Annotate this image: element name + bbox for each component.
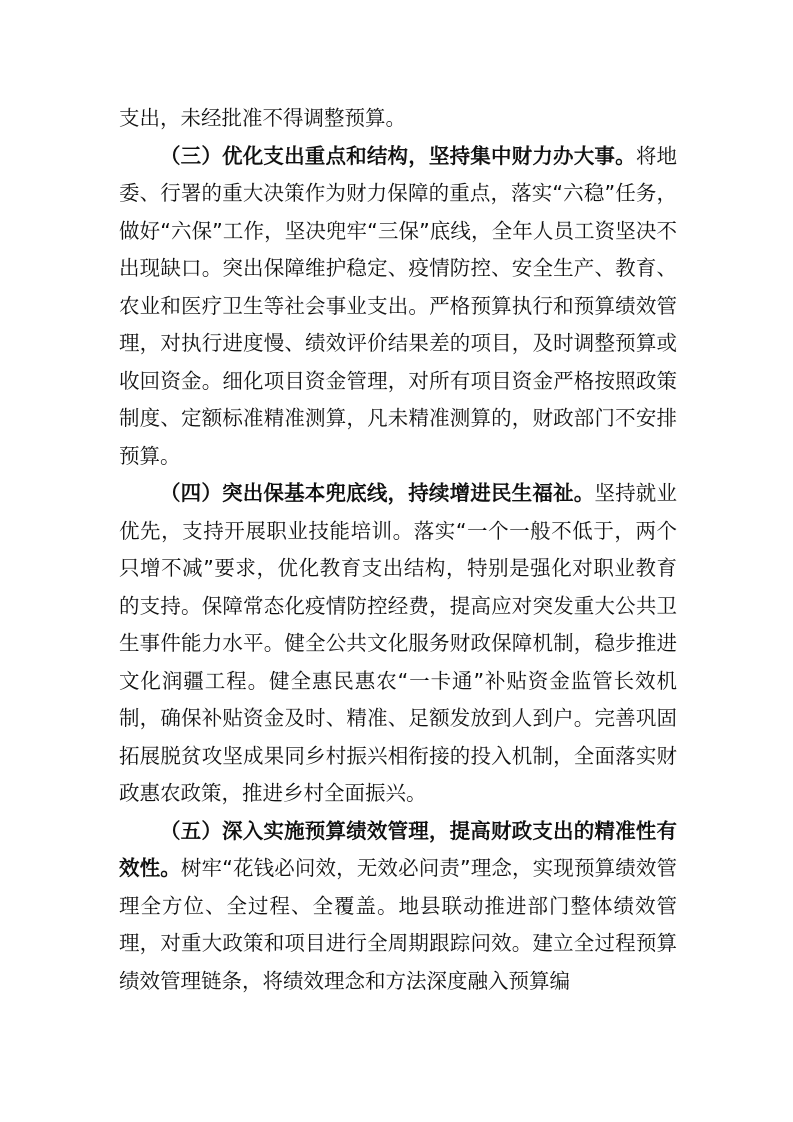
paragraph-section-5 (119, 813, 677, 1001)
document-body (119, 100, 677, 1000)
paragraph-section-3 (119, 138, 677, 476)
section-heading-5: （五）深入实施预算绩效管理，提高财政支出的精准性有效性。 (119, 818, 677, 880)
paragraph-section-4 (119, 475, 677, 813)
section-heading-4: （四）突出保基本兜底线，持续增进民生福祉。 (160, 481, 595, 505)
section-heading-3: （三）优化支出重点和结构，坚持集中财力办大事。 (160, 143, 636, 168)
paragraph-body: 坚持就业优先，支持开展职业技能培训。落实“一个一般不低于，两个只增不减”要求，优化教育支出结构，特别是强化对职业教育的支持。保障常态化疫情防控经费，提高应对突发重大公共卫生事件能力水平。健全公共文化服务财政保障机制，稳步推进文化润疆工程。健全惠民惠农“一卡通”补贴资金监管长效机制，确保补贴资金及时、精准、足额发放到人到户。完善巩固拓展脱贫攻坚成果同乡村振兴相衔接的投入机制，全面落实财政惠农政策，推进乡村全面振兴。 (119, 481, 677, 805)
paragraph-body: 将地委、行署的重大决策作为财力保障的重点，落实“六稳”任务，做好“六保”工作，坚决兜牢“三保”底线，全年人员工资坚决不出现缺口。突出保障维护稳定、疫情防控、安全生产、教育、农业和医疗卫生等社会事业支出。严格预算执行和预算绩效管理，对执行进度慢、绩效评价结果差的项目，及时调整预算或收回资金。细化项目资金管理，对所有项目资金严格按照政策制度、定额标准精准测算，凡未精准测算的，财政部门不安排预算。 (119, 143, 677, 468)
paragraph-continuation (119, 100, 677, 138)
paragraph-body: 树牢“花钱必问效，无效必问责”理念，实现预算绩效管理全方位、全过程、全覆盖。地县联动推进部门整体绩效管理，对重大政策和项目进行全周期跟踪问效。建立全过程预算绩效管理链条，将绩效理念和方法深度融入预算编 (119, 856, 677, 993)
paragraph-body: 支出，未经批准不得调整预算。 (119, 106, 406, 130)
